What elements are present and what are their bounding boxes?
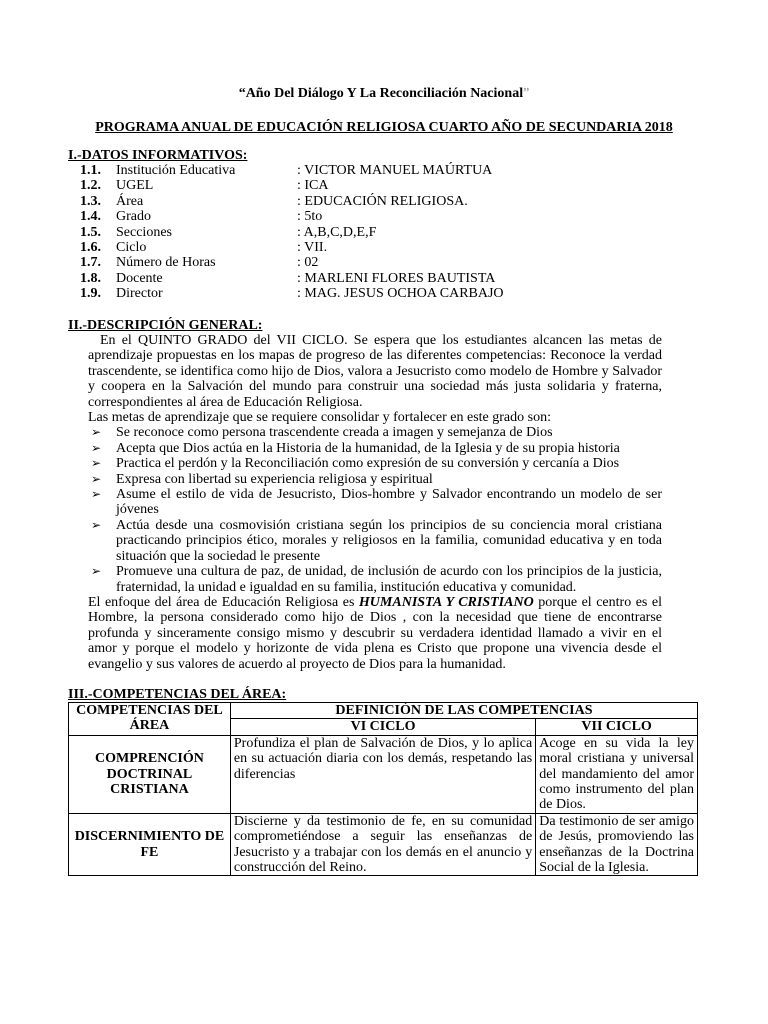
item-label: Grado	[116, 209, 151, 225]
informative-data-list	[68, 163, 688, 302]
item-label: UGEL	[116, 178, 154, 194]
item-number: 1.6.	[80, 239, 101, 255]
vii-ciclo-definition: Acoge en su vida la ley moral cristiana y universal del mandamiento del amor como instrumento del plan de Dios.	[536, 735, 698, 813]
item-label: Docente	[116, 270, 163, 286]
item-label: Secciones	[116, 224, 172, 240]
col-header-competencias: COMPETENCIAS DEL ÁREA	[69, 703, 231, 736]
col-header-vi-ciclo: VI CICLO	[230, 719, 535, 735]
item-number: 1.4.	[80, 209, 101, 225]
info-row	[68, 194, 688, 209]
section-heading-datos-informativos: I.-DATOS INFORMATIVOS:	[68, 148, 248, 163]
competency-name: COMPRENCIÓN DOCTRINAL CRISTIANA	[69, 735, 231, 813]
table-header-row	[69, 703, 698, 719]
list-item-text: Acepta que Dios actúa en la Historia de la humanidad, de la Iglesia y de su propia historia	[116, 440, 620, 456]
item-label: Institución Educativa	[116, 163, 236, 178]
item-value: : VICTOR MANUEL MAÚRTUA	[297, 163, 493, 178]
item-label: Ciclo	[116, 239, 147, 255]
program-title: PROGRAMA ANUAL DE EDUCACIÓN RELIGIOSA CUARTO AÑO DE SECUNDARIA 2018	[95, 120, 673, 135]
list-item-text: Asume el estilo de vida de Jesucristo, Dios-hombre y Salvador encontrando un modelo de ser jóvenes	[116, 487, 662, 518]
item-number: 1.7.	[80, 255, 101, 271]
competency-name: DISCERNIMIENTO DE FE	[69, 813, 231, 876]
item-value: : VII.	[297, 239, 328, 255]
item-number: 1.9.	[80, 286, 101, 302]
list-item-text: Actúa desde una cosmovisión cristiana según los principios de su conciencia moral cristiana practicando principios ético, morales y religiosos en la familia, comunidad educativa y en toda situación que la sociedad le presente	[116, 517, 662, 564]
section-heading-competencias: III.-COMPETENCIAS DEL ÁREA:	[68, 687, 287, 702]
col-header-vii-ciclo: VII CICLO	[536, 719, 698, 735]
table-row	[69, 813, 698, 876]
general-description	[88, 333, 662, 672]
info-row	[68, 271, 688, 286]
goals-intro: Las metas de aprendizaje que se requiere consolidar y fortalecer en este grado son:	[88, 410, 551, 426]
list-item-text: Promueve una cultura de paz, de unidad, de inclusión de acurdo con los principios de la justicia, fraternidad, la unidad e igualdad en su familia, institución educativa y comunidad.	[116, 564, 662, 595]
approach-text-end: porque el centro es el Hombre, la persona considerado como hijo de Dios , con la necesidad que tiene de encontrarse profunda y sinceramente consigo mismo y descubrir su verdadera identidad llamado a vivir en el amor y porque el modelo y horizonte de vida plena es Cristo que propone una vivencia desde el evangelio y sus valores de acuerdo al proyecto de Dios para la humanidad.	[88, 594, 662, 672]
info-row	[68, 225, 688, 240]
list-item	[88, 472, 662, 487]
list-item	[88, 564, 662, 595]
list-item-text: Practica el perdón y la Reconciliación como expresión de su conversión y cercanía a Dios	[116, 456, 620, 472]
list-item	[88, 518, 662, 564]
arrow-bullet-icon: ➢	[91, 440, 102, 455]
item-value: : 02	[297, 255, 319, 271]
item-number: 1.8.	[80, 270, 101, 286]
section-heading-descripcion-general: II.-DESCRIPCIÓN GENERAL:	[68, 318, 263, 333]
item-value: : ICA	[297, 178, 329, 194]
item-value: : 5to	[297, 209, 323, 225]
arrow-bullet-icon: ➢	[91, 517, 102, 532]
info-row	[68, 209, 688, 224]
competencies-table	[68, 702, 698, 876]
approach-paragraph	[88, 595, 662, 672]
arrow-bullet-icon: ➢	[91, 564, 102, 579]
list-item	[88, 425, 662, 440]
item-value: : A,B,C,D,E,F	[297, 224, 377, 240]
list-item	[88, 487, 662, 518]
vi-ciclo-definition: Profundiza el plan de Salvación de Dios, y lo aplica en su actuación diaria con los demás, respetando las diferencias	[230, 735, 535, 813]
motto-open-quote: “	[238, 86, 246, 101]
arrow-bullet-icon: ➢	[91, 425, 102, 440]
item-number: 1.5.	[80, 224, 101, 240]
list-item	[88, 456, 662, 471]
item-number: 1.2.	[80, 178, 101, 194]
info-row	[68, 255, 688, 270]
table-row	[69, 735, 698, 813]
year-motto	[0, 86, 768, 101]
list-item-text: Se reconoce como persona trascendente creada a imagen y semejanza de Dios	[116, 425, 553, 441]
info-row	[68, 240, 688, 255]
description-paragraph: En el QUINTO GRADO del VII CICLO. Se espera que los estudiantes alcancen las metas de aprendizaje propuestas en los mapas de progreso de las diferentes competencias: Reconoce la verdad trascendente, se identifica como hijo de Dios, valora a Jesucristo como modelo de Hombre y Salvador y coopera en la Salvación del mundo para construir una sociedad más justa solidaria y fraterna, correspondientes al área de Educación Religiosa.	[88, 333, 662, 410]
list-item	[88, 441, 662, 456]
item-label: Área	[116, 193, 144, 209]
info-row	[68, 286, 688, 301]
vii-ciclo-definition: Da testimonio de ser amigo de Jesús, promoviendo las enseñanzas de la Doctrina Social de la Iglesia.	[536, 813, 698, 876]
item-number: 1.3.	[80, 193, 101, 209]
approach-emphasis: HUMANISTA Y CRISTIANO	[358, 594, 534, 610]
item-label: Número de Horas	[116, 255, 216, 271]
goals-list	[88, 425, 662, 594]
motto-close-quote: ”	[523, 86, 530, 101]
item-value: : MARLENI FLORES BAUTISTA	[297, 270, 496, 286]
list-item-text: Expresa con libertad su experiencia religiosa y espiritual	[116, 471, 433, 487]
arrow-bullet-icon: ➢	[91, 471, 102, 486]
info-row	[68, 178, 688, 193]
motto-text: Año Del Diálogo Y La Reconciliación Nacional	[245, 86, 524, 101]
arrow-bullet-icon: ➢	[91, 456, 102, 471]
item-value: : MAG. JESUS OCHOA CARBAJO	[297, 286, 504, 302]
arrow-bullet-icon: ➢	[91, 487, 102, 502]
group-header-definicion: DEFINICIÓN DE LAS COMPETENCIAS	[230, 703, 697, 719]
info-row	[68, 163, 688, 178]
item-number: 1.1.	[80, 163, 101, 178]
item-value: : EDUCACIÓN RELIGIOSA.	[297, 193, 468, 209]
vi-ciclo-definition: Discierne y da testimonio de fe, en su comunidad comprometiéndose a seguir las enseñanzas de Jesucristo y a trabajar con los demás en el anuncio y construcción del Reino.	[230, 813, 535, 876]
item-label: Director	[116, 286, 163, 302]
approach-text-start: El enfoque del área de Educación Religiosa es	[88, 594, 359, 610]
